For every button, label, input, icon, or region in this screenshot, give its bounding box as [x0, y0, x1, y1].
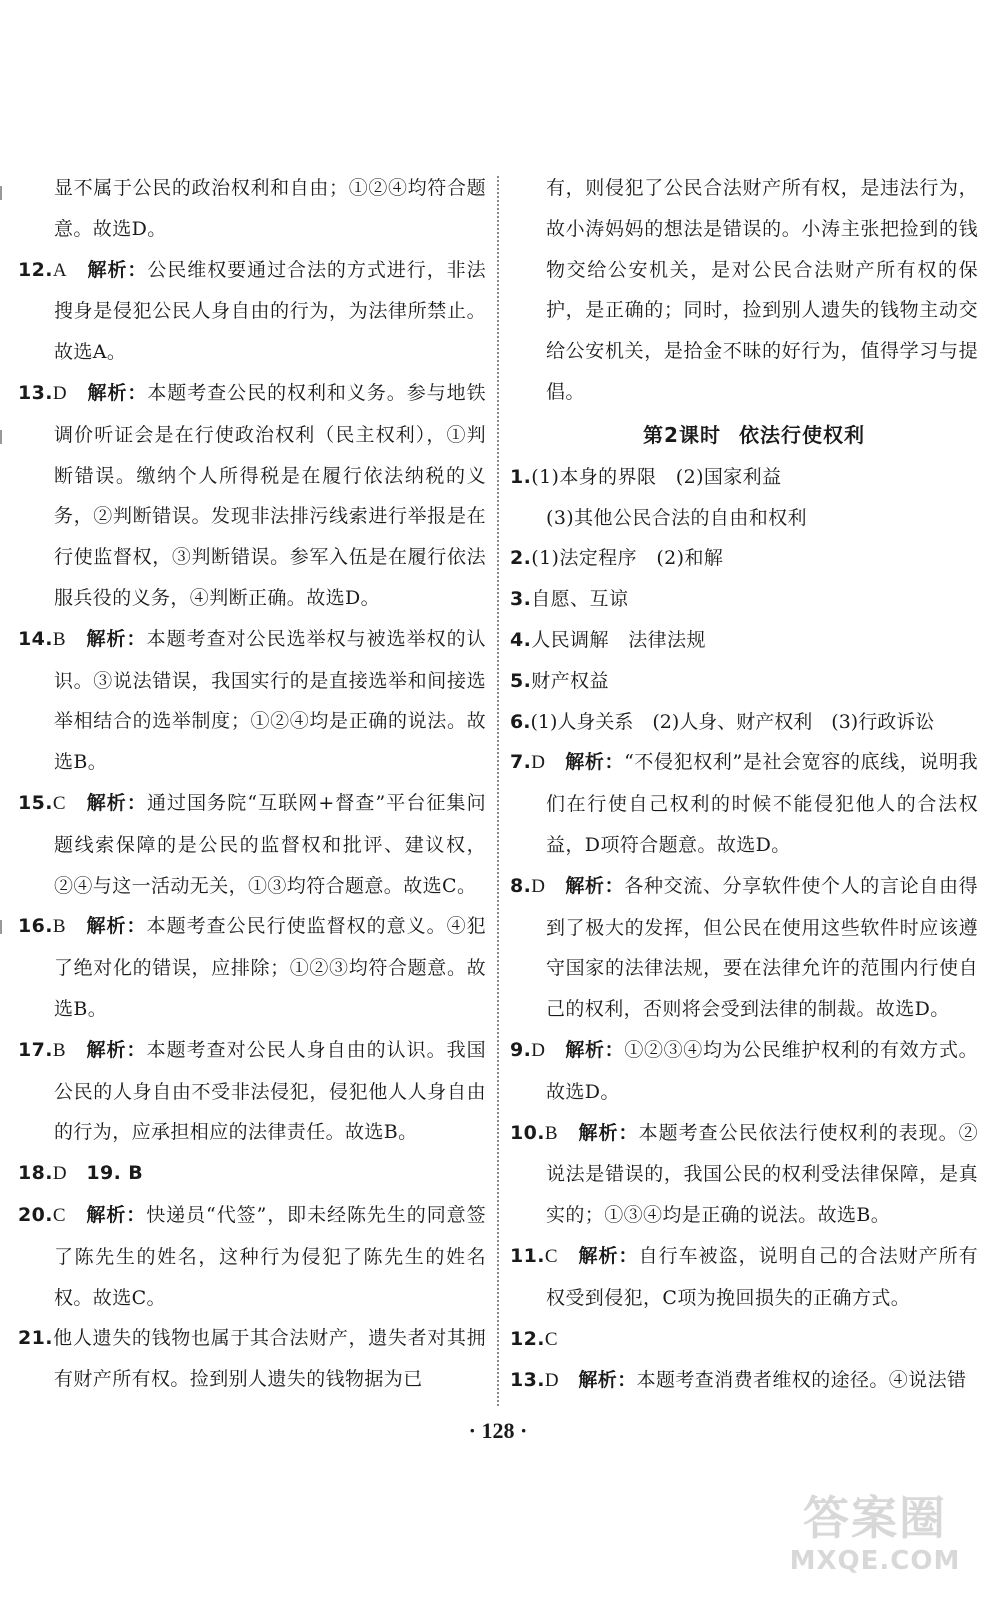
- fill-item-1: [510, 457, 978, 498]
- item-answer: B: [52, 1039, 66, 1061]
- item-answer: D: [531, 875, 546, 897]
- fill-item-6: [510, 702, 978, 743]
- left-top-continuation: 显不属于公民的政治权利和自由；①②④均符合题意。故选D。: [54, 177, 486, 240]
- answer-item-18-19: [18, 1153, 486, 1195]
- answer-item-12: [510, 1319, 978, 1361]
- item-answer: D: [531, 1039, 546, 1061]
- item-number: 18.: [18, 1162, 53, 1185]
- item-label: 解析：: [565, 1038, 625, 1061]
- item-text: 本题考查公民的权利和义务。参与地铁调价听证会是在行使政治权利（民主权利），①判断错误。缴纳个人所得税是在履行依法纳税的义务，②判断错误。发现非法排污线索进行举报是在行使监督权，③判断错误。参军入伍是在履行依法服兵役的义务，④判断正确。故选D。: [54, 381, 486, 609]
- item-label: 解析：: [87, 381, 148, 404]
- item-label: 解析：: [86, 1203, 147, 1226]
- item-answer: D: [531, 752, 546, 774]
- answer-item-12: [18, 250, 486, 373]
- item-label: 解析：: [565, 751, 625, 774]
- item-number: 3.: [510, 588, 532, 611]
- lesson-title: [530, 413, 978, 457]
- item-label: 解析：: [86, 1038, 147, 1061]
- item-label: 解析：: [86, 915, 147, 938]
- item-text: 各种交流、分享软件使个人的言论自由得到了极大的发挥，但公民在使用这些软件时应该遵守国家的法律法规，要在法律允许的范围内行使自己的权利，否则将会受到法律的制裁。故选D。: [546, 874, 979, 1021]
- item-number: 13.: [510, 1369, 545, 1392]
- item-text: 自愿、互谅: [531, 588, 629, 611]
- fill-item-3: [510, 579, 978, 620]
- answer-item-9: [510, 1030, 978, 1113]
- answer-item-13: [510, 1360, 978, 1402]
- item-number: 21.: [18, 1327, 53, 1350]
- item-answer: B: [52, 916, 66, 938]
- item-number: 15.: [18, 791, 53, 814]
- margin-mark: [0, 920, 2, 934]
- page-number: · 128 ·: [468, 1418, 528, 1443]
- item-text: 本题考查对公民选举权与被选举权的认识。③说法错误，我国实行的是直接选举和间接选举相结合的选举制度；①②④均是正确的说法。故选B。: [54, 627, 486, 774]
- item-answer: D: [52, 1163, 67, 1185]
- item-answer: C: [52, 792, 66, 814]
- item-number: 12.: [510, 1327, 545, 1350]
- item-number: 20.: [18, 1203, 53, 1226]
- item-answer: C: [544, 1328, 558, 1350]
- item-answer: B: [544, 1122, 558, 1144]
- watermark-en: MXQE.COM: [789, 1546, 961, 1576]
- fill-item-1-line2: (3)其他公民合法的自由和权利: [546, 506, 807, 529]
- item-label: 解析：: [87, 258, 148, 281]
- watermark-cn: 答案圈: [803, 1491, 947, 1545]
- item-text: ①②③④均为公民维护权利的有效方式。故选D。: [546, 1038, 979, 1103]
- item-number: 14.: [18, 627, 53, 650]
- item-text: 财产权益: [531, 669, 609, 692]
- item-text: 通过国务院“互联网+督查”平台征集问题线索保障的是公民的监督权和批评、建议权，②④与这一活动无关，①③均符合题意。故选C。: [54, 791, 486, 897]
- right-column: [510, 168, 978, 1402]
- item-text: (1)本身的界限 (2)国家利益: [531, 465, 782, 488]
- item-text: 快递员“代签”，即未经陈先生的同意签了陈先生的姓名，这种行为侵犯了陈先生的姓名权。故选C。: [54, 1203, 486, 1309]
- item-number: 16.: [18, 915, 53, 938]
- item-number: 1.: [510, 465, 532, 488]
- answer-item-20: [18, 1195, 486, 1318]
- item-text: 自行车被盗，说明自己的合法财产所有权受到侵犯，C项为挽回损失的正确方式。: [546, 1244, 978, 1309]
- item-label: 解析：: [578, 1244, 639, 1267]
- item-text: “不侵犯权利”是社会宽容的底线，说明我们在行使自己权利的时候不能侵犯他人的合法权益，D项符合题意。故选D。: [546, 751, 979, 856]
- item-number: 6.: [510, 710, 531, 733]
- column-divider: [497, 176, 499, 1406]
- lesson-number: 第2课时: [643, 422, 721, 447]
- answer-item-16: [18, 906, 486, 1029]
- item-answer: D: [52, 382, 67, 404]
- lesson-name: 依法行使权利: [738, 422, 865, 447]
- item-number: 4.: [510, 628, 532, 651]
- item-answer: C: [52, 1204, 66, 1226]
- answer-item-7: [510, 742, 978, 865]
- right-top-continuation: 有，则侵犯了公民合法财产所有权，是违法行为，故小涛妈妈的想法是错误的。小涛主张把捡到的钱物交给公安机关，是对公民合法财产所有权的保护，是正确的；同时，捡到别人遗失的钱物主动交给公安机关，是拾金不昧的好行为，值得学习与提倡。: [546, 177, 978, 403]
- answer-item-17: [18, 1030, 486, 1153]
- answer-item-14: [18, 619, 486, 783]
- fill-item-4: [510, 620, 978, 661]
- answer-item-11: [510, 1236, 978, 1319]
- item-label: 解析：: [86, 791, 147, 814]
- answer-item-15: [18, 783, 486, 906]
- item-number: 11.: [510, 1244, 545, 1267]
- fill-item-5: [510, 661, 978, 702]
- item-number: 10.: [510, 1121, 545, 1144]
- item-label: 解析：: [565, 874, 625, 897]
- item-text: (1)法定程序 (2)和解: [531, 547, 724, 570]
- item-number: 7.: [510, 751, 532, 774]
- item-label: 解析：: [86, 627, 147, 650]
- item-number: 9.: [510, 1038, 532, 1061]
- answer-item-8: [510, 866, 978, 1030]
- item-number: 13.: [18, 381, 53, 404]
- fill-item-2: [510, 538, 978, 579]
- item-number: 12.: [18, 258, 53, 281]
- item-text: 他人遗失的钱物也属于其合法财产，遗失者对其拥有财产所有权。捡到别人遗失的钱物据为已: [52, 1327, 486, 1391]
- item-text: 公民维权要通过合法的方式进行，非法搜身是侵犯公民人身自由的行为，为法律所禁止。故选A。: [54, 258, 486, 364]
- answer-item-21: [18, 1318, 486, 1400]
- item-text: 人民调解 法律法规: [531, 628, 706, 651]
- item-answer: A: [52, 259, 67, 281]
- item-number: 5.: [510, 669, 532, 692]
- answer-item-13: [18, 373, 486, 619]
- item-text: (1)人身关系 (2)人身、财产权利 (3)行政诉讼: [530, 710, 935, 733]
- item-number: 8.: [510, 874, 532, 897]
- item-answer: B: [52, 628, 66, 650]
- answer-item-10: [510, 1113, 978, 1236]
- item-text: 本题考查公民依法行使权利的表现。②说法是错误的，我国公民的权利受法律保障，是真实的；①③④均是正确的说法。故选B。: [546, 1121, 978, 1227]
- item-extra: 19. B: [86, 1162, 144, 1185]
- watermark-logo: [770, 1490, 980, 1590]
- item-text: 本题考查公民行使监督权的意义。④犯了绝对化的错误，应排除；①②③均符合题意。故选B。: [54, 915, 486, 1020]
- item-label: 解析：: [578, 1121, 639, 1144]
- item-number: 2.: [510, 547, 532, 570]
- item-text: 本题考查消费者维权的途径。④说法错: [636, 1369, 967, 1392]
- item-text: 本题考查对公民人身自由的认识。我国公民的人身自由不受非法侵犯，侵犯他人人身自由的行为，应承担相应的法律责任。故选B。: [54, 1038, 486, 1144]
- item-label: 解析：: [578, 1369, 637, 1392]
- item-number: 17.: [18, 1038, 53, 1061]
- margin-mark: [0, 186, 2, 200]
- item-answer: D: [544, 1370, 559, 1392]
- left-column: [18, 168, 486, 1400]
- item-answer: C: [544, 1245, 558, 1267]
- margin-mark: [0, 430, 2, 444]
